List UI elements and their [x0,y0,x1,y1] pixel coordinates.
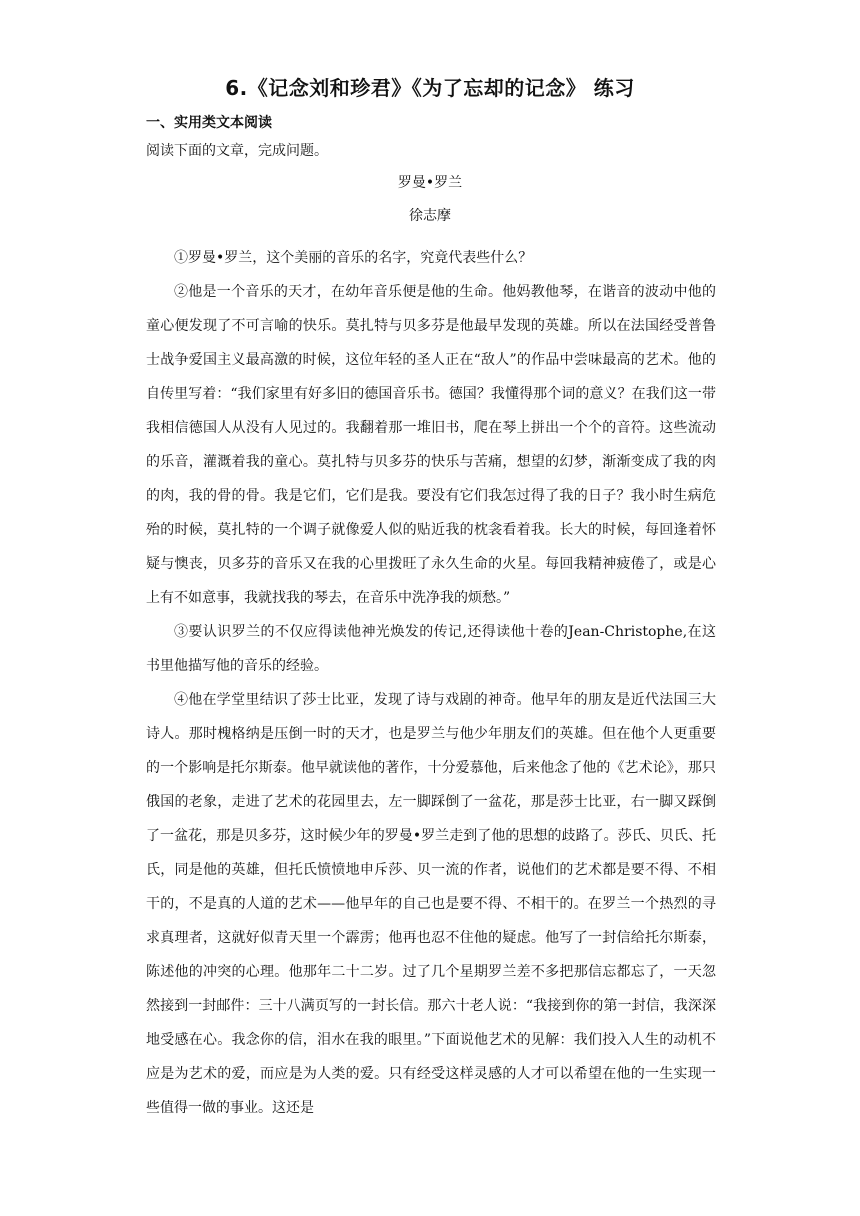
paragraph-2: ②他是一个音乐的天才，在幼年音乐便是他的生命。他妈教他琴，在谐音的波动中他的童心便发现了不可言喻的快乐。莫扎特与贝多芬是他最早发现的英雄。所以在法国经受普鲁士战争爱国主义最高激的时候，这位年轻的圣人正在“敌人”的作品中尝味最高的艺术。他的自传里写着：“我们家里有好多旧的德国音乐书。德国？我懂得那个词的意义？在我们这一带我相信德国人从没有人见过的。我翻着那一堆旧书，爬在琴上拼出一个个的音符。这些流动的乐音，灌溉着我的童心。莫扎特与贝多芬的快乐与苦痛，想望的幻梦，渐渐变成了我的肉的肉，我的骨的骨。我是它们，它们是我。要没有它们我怎过得了我的日子？我小时生病危殆的时候，莫扎特的一个调子就像爱人似的贴近我的枕衾看着我。长大的时候，每回逢着怀疑与懊丧，贝多芬的音乐又在我的心里拨旺了永久生命的火星。每回我精神疲倦了，或是心上有不如意事，我就找我的琴去，在音乐中洗净我的烦愁。” [146,284,716,606]
reading-instruction: 阅读下面的文章，完成问题。 [146,143,328,159]
section-heading: 一、实用类文本阅读 [146,115,272,131]
paragraph-4: ④他在学堂里结识了莎士比亚，发现了诗与戏剧的神奇。他早年的朋友是近代法国三大诗人。那时槐格纳是压倒一时的天才，也是罗兰与他少年朋友们的英雄。但在他个人更重要的一个影响是托尔斯泰。他早就读他的著作，十分爱慕他，后来他念了他的《艺术论》，那只俄国的老象，走进了艺术的花园里去，左一脚踩倒了一盆花，那是莎士比亚，右一脚又踩倒了一盆花，那是贝多芬，这时候少年的罗曼•罗兰走到了他的思想的歧路了。莎氏、贝氏、托氏，同是他的英雄，但托氏愤愤地申斥莎、贝一流的作者，说他们的艺术都是要不得、不相干的，不是真的人道的艺术——他早年的自己也是要不得、不相干的。在罗兰一个热烈的寻求真理者，这就好似青天里一个霹雳；他再也忍不住他的疑虑。他写了一封信给托尔斯泰，陈述他的冲突的心理。他那年二十二岁。过了几个星期罗兰差不多把那信忘都忘了，一天忽然接到一封邮件：三十八满页写的一封长信。那六十老人说：“我接到你的第一封信，我深深地受感在心。我念你的信，泪水在我的眼里。”下面说他艺术的见解：我们投入人生的动机不应是为艺术的爱，而应是为人类的爱。只有经受这样灵感的人才可以希望在他的一生实现一些值得一做的事业。这还是 [146,692,716,1116]
article-title: 罗曼•罗兰 [397,175,463,191]
article-author: 徐志摩 [409,208,451,224]
paragraph-1: ①罗曼•罗兰，这个美丽的音乐的名字，究竟代表些什么？ [174,250,533,266]
page-title: 6.《记念刘和珍君》《为了忘却的记念》 练习 [225,76,635,100]
paragraph-3: ③要认识罗兰的不仅应得读他神光焕发的传记,还得读他十卷的Jean-Christophe,在这书里他描写他的音乐的经验。 [146,624,716,674]
article-body [146,241,716,1125]
